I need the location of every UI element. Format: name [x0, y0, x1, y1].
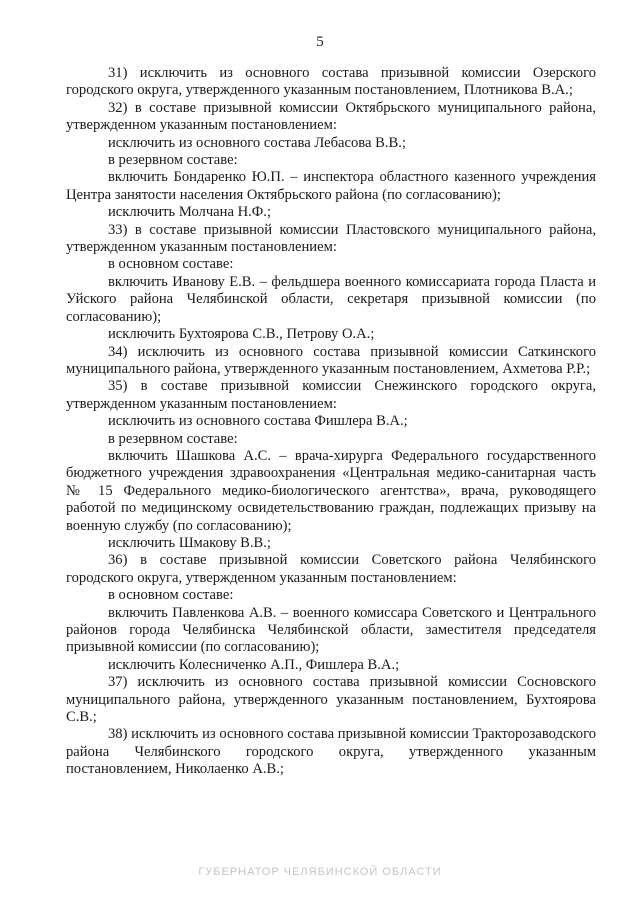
paragraph-item-34: 34) исключить из основного состава призывной комиссии Саткинского муниципального района, утвержденного указанным постановлением, Ахметова Р.Р.;: [66, 343, 596, 377]
paragraph-text: исключить Молчана Н.Ф.;: [108, 204, 272, 221]
paragraph-text: включить Иванову Е.В. – фельдшера военного комиссариата города Пласта и Уйского района Челябинской области, секретаря призывной комиссии (по согласованию);: [66, 273, 596, 325]
paragraph-text: включить Шашкова А.С. – врача-хирурга Федерального государственного бюджетного учреждения здравоохранения «Центральная медико-санитарная часть № 15 Федерального медико-биологического агентства», врача, руководящего работой по медицинскому освидетельствованию граждан, подлежащих призыву на военную службу (по согласованию);: [66, 447, 596, 534]
paragraph-text: исключить Колесниченко А.П., Фишлера В.А.;: [108, 656, 400, 673]
paragraph-text: исключить Шмакову В.В.;: [108, 534, 271, 551]
paragraph-item-31: 31) исключить из основного состава призывной комиссии Озерского городского округа, утвержденного указанным постановлением, Плотникова В.А.;: [66, 65, 596, 99]
paragraph-item-32: 32) в составе призывной комиссии Октябрьского муниципального района, утвержденном указанным постановлением:: [66, 99, 596, 134]
paragraph-text: в резервном составе:: [108, 152, 238, 169]
paragraph-text: исключить из основного состава Фишлера В.А.;: [108, 413, 408, 430]
paragraph-text: в основном составе:: [108, 256, 234, 273]
paragraph-item-33: 33) в составе призывной комиссии Пластовского муниципального района, утвержденном указанным постановлением:: [66, 221, 596, 256]
paragraph-item-38: 38) исключить из основного состава призывной комиссии Тракторозаводского района Челябинского городского округа, утвержденного указанным постановлением, Николаенко А.В.;: [66, 726, 596, 778]
paragraph-item-37: 37) исключить из основного состава призывной комиссии Сосновского муниципального района, утвержденного указанным постановлением, Бухтоярова С.В.;: [66, 674, 596, 726]
paragraph-text: включить Бондаренко Ю.П. – инспектора областного казенного учреждения Центра занятости населения Октябрьского района (по согласованию);: [66, 169, 596, 203]
document-body: [66, 65, 596, 779]
paragraph-item-35: 35) в составе призывной комиссии Снежинского городского округа, утвержденном указанным постановлением:: [66, 378, 596, 412]
paragraph-item-36: 36) в составе призывной комиссии Советского района Челябинского городского округа, утвержденном указанным постановлением:: [66, 552, 596, 586]
paragraph-text: исключить Бухтоярова С.В., Петрову О.А.;: [108, 326, 375, 343]
footer-watermark: ГУБЕРНАТОР ЧЕЛЯБИНСКОЙ ОБЛАСТИ: [198, 866, 442, 878]
paragraph-text: в основном составе:: [108, 587, 234, 604]
paragraph-text: исключить из основного состава Лебасова В.В.;: [108, 134, 406, 151]
paragraph-text: включить Павленкова А.В. – военного комиссара Советского и Центрального районов города Челябинска Челябинской области, заместителя председателя призывной комиссии (по согласованию);: [66, 604, 596, 656]
paragraph-text: в резервном составе:: [108, 430, 238, 447]
page-number: 5: [316, 34, 324, 50]
